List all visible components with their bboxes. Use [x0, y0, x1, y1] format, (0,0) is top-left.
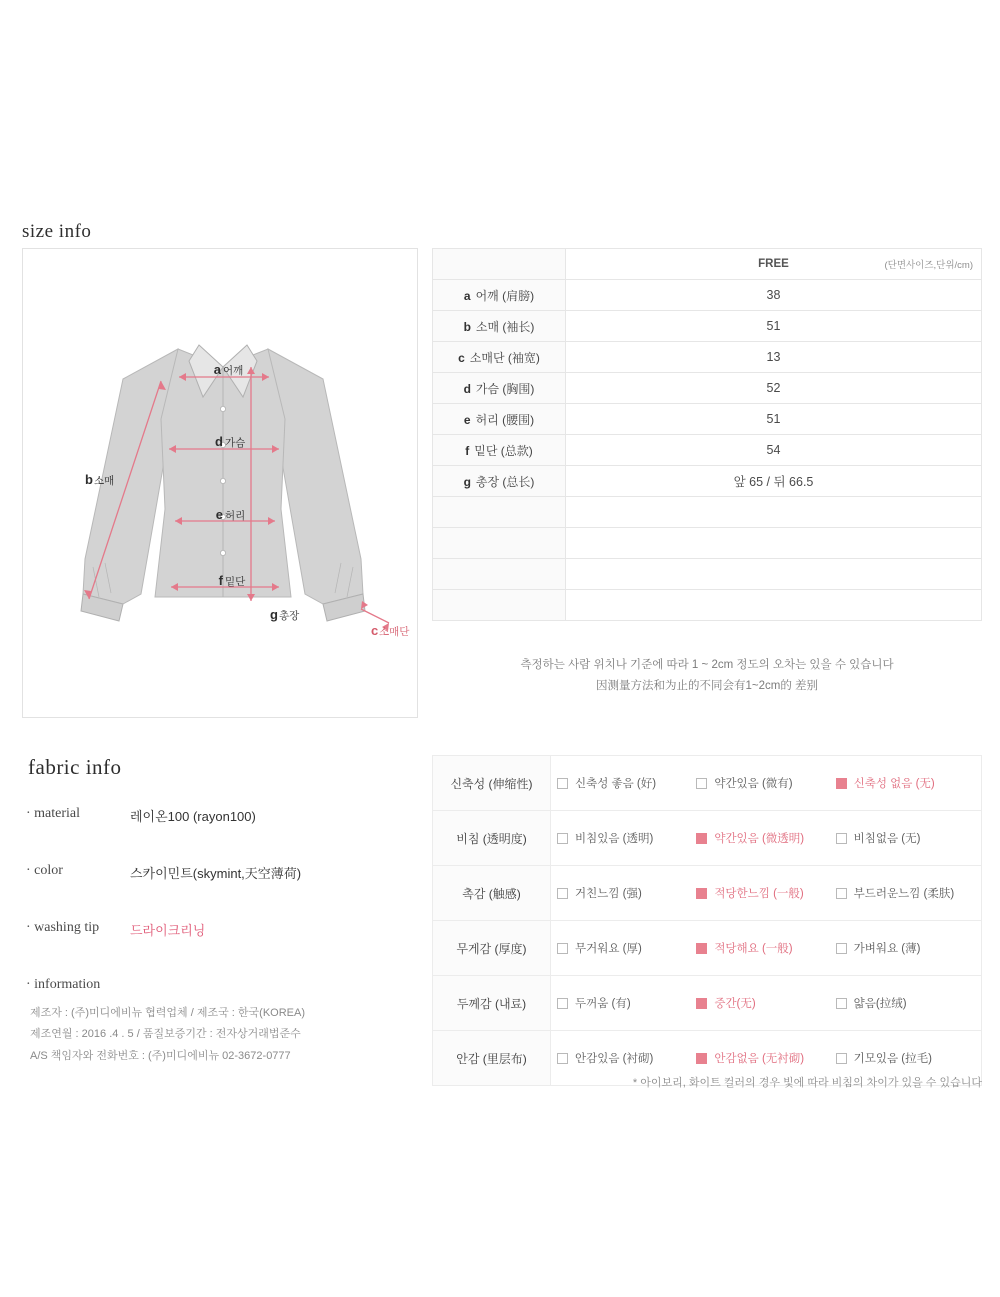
table-row — [433, 976, 982, 1031]
prop-options-touch — [551, 866, 982, 921]
prop-name-sheerness: 비침 (透明度) — [433, 811, 551, 866]
diagram-label-b-ko: 소매 — [94, 475, 115, 487]
prop-name-weight: 무게감 (厚度) — [433, 921, 551, 976]
option-lining-0[interactable] — [557, 1050, 696, 1066]
table-row — [433, 866, 982, 921]
prop-options-stretch — [551, 756, 982, 811]
row-name: 소매단 (袖宽) — [469, 350, 540, 365]
prop-options-sheerness — [551, 811, 982, 866]
table-row — [433, 280, 982, 311]
table-row — [433, 435, 982, 466]
table-row — [433, 528, 982, 559]
row-name: 허리 (腰围) — [475, 412, 535, 427]
diagram-label-c-letter: c — [371, 623, 379, 638]
checkbox-icon[interactable] — [836, 833, 847, 844]
information-label: · information — [26, 977, 101, 992]
diagram-label-e-letter: e — [215, 507, 223, 522]
row-name: 가슴 (胸围) — [475, 381, 535, 396]
size-diagram-box — [22, 248, 418, 718]
washing-tip-value: 드라이크리닝 — [130, 923, 206, 938]
option-label: 가벼워요 (薄) — [853, 943, 921, 955]
checkbox-icon[interactable] — [836, 998, 847, 1009]
option-touch-2[interactable] — [836, 885, 975, 901]
option-thickness-0[interactable] — [557, 995, 696, 1011]
color-label: · color — [26, 863, 63, 878]
diagram-label-f-letter: f — [218, 573, 223, 588]
table-row — [433, 756, 982, 811]
option-label: 비침있음 (透明) — [575, 833, 654, 845]
checkbox-checked-icon[interactable] — [696, 1053, 707, 1064]
size-row-value-g: 앞 65 / 뒤 66.5 — [566, 466, 982, 497]
option-label: 기모있음 (拉毛) — [853, 1053, 932, 1065]
option-label: 거친느낌 (强) — [575, 888, 642, 900]
row-letter: b — [463, 319, 471, 334]
size-row-label-g — [433, 466, 566, 497]
fabric-property-note: * 아이보리, 화이트 컬러의 경우 빛에 따라 비침의 차이가 있을 수 있습니다 — [632, 1077, 982, 1089]
size-row-label-d — [433, 373, 566, 404]
option-touch-1[interactable] — [696, 885, 835, 901]
option-touch-0[interactable] — [557, 885, 696, 901]
row-letter: f — [465, 443, 470, 458]
row-letter: a — [463, 288, 471, 303]
option-label: 적당한느낌 (一般) — [714, 888, 804, 900]
option-label: 약간있음 (微有) — [714, 778, 793, 790]
row-name: 소매 (袖长) — [475, 319, 535, 334]
checkbox-icon[interactable] — [557, 998, 568, 1009]
table-row — [433, 342, 982, 373]
diagram-label-d-ko: 가슴 — [225, 437, 246, 449]
measurement-note — [432, 655, 982, 698]
checkbox-checked-icon[interactable] — [836, 778, 847, 789]
checkbox-icon[interactable] — [557, 1053, 568, 1064]
option-label: 중간(无) — [714, 998, 756, 1010]
option-weight-2[interactable] — [836, 940, 975, 956]
table-row — [433, 404, 982, 435]
option-label: 적당해요 (一般) — [714, 943, 793, 955]
row-letter: g — [463, 474, 471, 489]
row-letter: d — [463, 381, 471, 396]
unit-note: (단면사이즈,단위/cm) — [884, 260, 973, 271]
garment-diagram — [23, 249, 417, 717]
option-label: 비침없음 (无) — [853, 833, 921, 845]
size-row-label-empty-1 — [433, 497, 566, 528]
option-label: 부드러운느낌 (柔肤) — [853, 888, 955, 900]
row-letter: c — [458, 350, 465, 365]
size-row-label-empty-3 — [433, 559, 566, 590]
table-row — [433, 373, 982, 404]
size-table-head-blank — [433, 249, 566, 280]
option-label: 신축성 좋음 (好) — [575, 778, 657, 790]
measurement-note-ko: 측정하는 사람 위치나 기준에 따라 1 ~ 2cm 정도의 오차는 있을 수 있습니다 — [520, 659, 894, 671]
option-label: 신축성 없음 (无) — [853, 778, 935, 790]
row-name: 어깨 (肩膀) — [475, 288, 535, 303]
row-name: 총장 (总长) — [475, 474, 535, 489]
option-lining-2[interactable] — [836, 1050, 975, 1066]
option-thickness-2[interactable] — [836, 995, 975, 1011]
option-thickness-1[interactable] — [696, 995, 835, 1011]
option-sheerness-2[interactable] — [836, 830, 975, 846]
checkbox-icon[interactable] — [696, 778, 707, 789]
checkbox-icon[interactable] — [836, 1053, 847, 1064]
table-row — [433, 497, 982, 528]
option-weight-0[interactable] — [557, 940, 696, 956]
size-table — [432, 248, 982, 621]
diagram-label-d-letter: d — [215, 434, 223, 449]
size-table-header-row — [433, 249, 982, 280]
option-label: 약간있음 (微透明) — [714, 833, 805, 845]
size-row-value-e: 51 — [566, 404, 982, 435]
option-label: 얇음(拉绒) — [853, 998, 907, 1010]
measurement-note-cn: 因测量方法和为止的不同会有1~2cm的 差别 — [595, 680, 819, 693]
option-label: 두꺼움 (有) — [575, 998, 631, 1010]
color-value: 스카이민트(skymint,天空薄荷) — [130, 866, 302, 881]
size-row-value-a: 38 — [566, 280, 982, 311]
size-row-label-f — [433, 435, 566, 466]
checkbox-checked-icon[interactable] — [696, 998, 707, 1009]
free-label: FREE — [758, 258, 789, 270]
checkbox-icon[interactable] — [557, 833, 568, 844]
size-table-head-free — [566, 249, 982, 280]
material-label: · material — [26, 806, 81, 821]
option-stretch-1[interactable] — [696, 775, 835, 791]
size-row-label-a — [433, 280, 566, 311]
prop-name-lining: 안감 (里层布) — [433, 1031, 551, 1086]
size-row-value-c: 13 — [566, 342, 982, 373]
option-label: 안감있음 (衬砌) — [575, 1053, 654, 1065]
prop-name-thickness: 두께감 (내료) — [433, 976, 551, 1031]
size-row-value-d: 52 — [566, 373, 982, 404]
diagram-label-c-ko: 소매단 — [379, 626, 410, 638]
prop-name-touch: 촉감 (触感) — [433, 866, 551, 921]
prop-options-weight — [551, 921, 982, 976]
size-row-label-b — [433, 311, 566, 342]
diagram-label-a-ko: 어깨 — [223, 365, 244, 377]
diagram-label-a-letter: a — [213, 362, 221, 377]
size-row-value-empty-4 — [566, 590, 982, 621]
table-row — [433, 590, 982, 621]
checkbox-icon[interactable] — [836, 943, 847, 954]
table-row — [433, 921, 982, 976]
option-sheerness-1[interactable] — [696, 830, 835, 846]
size-row-label-c — [433, 342, 566, 373]
table-row — [433, 559, 982, 590]
size-row-value-empty-1 — [566, 497, 982, 528]
diagram-label-g-ko: 총장 — [279, 610, 300, 622]
washing-tip-label: · washing tip — [26, 920, 100, 935]
size-info-heading: size info — [22, 221, 92, 242]
checkbox-checked-icon[interactable] — [696, 888, 707, 899]
checkbox-icon[interactable] — [836, 888, 847, 899]
diagram-label-e-ko: 허리 — [225, 510, 246, 522]
size-row-label-empty-2 — [433, 528, 566, 559]
table-row — [433, 311, 982, 342]
prop-name-stretch: 신축성 (伸缩性) — [433, 756, 551, 811]
fabric-info-heading: fabric info — [28, 755, 122, 779]
option-sheerness-0[interactable] — [557, 830, 696, 846]
option-stretch-2[interactable] — [836, 775, 975, 791]
row-letter: e — [463, 412, 471, 427]
size-row-label-e — [433, 404, 566, 435]
size-row-value-empty-2 — [566, 528, 982, 559]
checkbox-checked-icon[interactable] — [696, 833, 707, 844]
option-label: 무거워요 (厚) — [575, 943, 642, 955]
size-row-label-empty-4 — [433, 590, 566, 621]
checkbox-icon[interactable] — [557, 778, 568, 789]
option-stretch-0[interactable] — [557, 775, 696, 791]
option-lining-1[interactable] — [696, 1050, 835, 1066]
fabric-property-table — [432, 755, 982, 1086]
size-row-value-empty-3 — [566, 559, 982, 590]
diagram-label-g-letter: g — [270, 607, 278, 622]
option-label: 안감없음 (无衬砌) — [714, 1053, 805, 1065]
size-row-value-f: 54 — [566, 435, 982, 466]
row-name: 밑단 (总款) — [474, 443, 533, 458]
checkbox-checked-icon[interactable] — [696, 943, 707, 954]
prop-options-thickness — [551, 976, 982, 1031]
option-weight-1[interactable] — [696, 940, 835, 956]
table-row — [433, 811, 982, 866]
checkbox-icon[interactable] — [557, 888, 568, 899]
material-value: 레이온100 (rayon100) — [130, 809, 256, 824]
diagram-label-f-ko: 밑단 — [225, 576, 246, 588]
checkbox-icon[interactable] — [557, 943, 568, 954]
diagram-label-b-letter: b — [85, 472, 93, 487]
information-text: 제조자 : (주)미디에비뉴 협력업체 / 제조국 : 한국(KOREA) 제조연월 : 2016 .4 . 5 / 품질보증기간 : 전자상거래법준수 A/S 책임자와 전화번호 : (주)미디에비뉴 02-3672-0777 — [30, 1007, 305, 1062]
size-row-value-b: 51 — [566, 311, 982, 342]
table-row — [433, 466, 982, 497]
